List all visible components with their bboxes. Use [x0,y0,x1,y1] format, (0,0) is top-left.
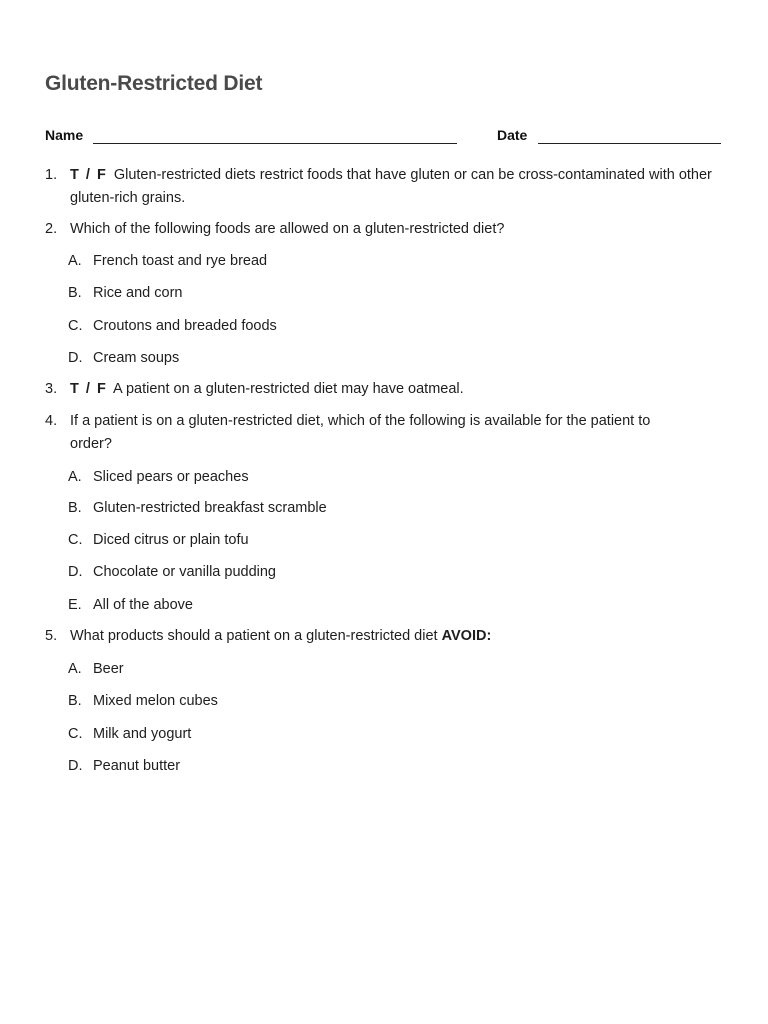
question-text: If a patient is on a gluten-restricted diet, which of the following is available for the patient to order? [70,413,651,452]
option-letter: A. [68,253,82,269]
option-text: Rice and corn [93,285,183,301]
option-letter: B. [68,285,82,301]
option-text: Milk and yogurt [93,726,192,742]
option-text: All of the above [93,597,193,613]
question-number: 4. [45,413,58,429]
option-letter: A. [68,469,82,485]
option-letter: D. [68,350,83,366]
question-number: 5. [45,628,58,644]
true-false-marker: T / F [70,167,106,183]
true-false-marker: T / F [70,381,106,397]
avoid-emphasis: AVOID: [441,628,492,644]
option-letter: B. [68,500,82,516]
question-text: Which of the following foods are allowed on a gluten-restricted diet? [70,221,505,237]
option-text: Gluten-restricted breakfast scramble [93,500,327,516]
option-text: Croutons and breaded foods [93,318,277,334]
question-number: 3. [45,381,58,397]
option-letter: E. [68,597,82,613]
option-text: French toast and rye bread [93,253,268,269]
option-letter: D. [68,564,83,580]
question-number: 2. [45,221,58,237]
option-text: Beer [93,661,124,677]
option-letter: B. [68,693,82,709]
question-number: 1. [45,167,58,183]
option-text: Diced citrus or plain tofu [93,532,249,548]
option-letter: C. [68,726,83,742]
option-text: Sliced pears or peaches [93,469,249,485]
option-text: Chocolate or vanilla pudding [93,564,276,580]
name-date-row [45,127,721,147]
option-letter: A. [68,661,82,677]
date-label: Date [497,127,528,143]
option-letter: C. [68,318,83,334]
option-letter: C. [68,532,83,548]
name-line[interactable] [93,143,457,144]
option-text: Mixed melon cubes [93,693,218,709]
option-letter: D. [68,758,83,774]
option-text: Peanut butter [93,758,181,774]
page-title: Gluten-Restricted Diet [45,72,263,95]
date-line[interactable] [538,143,721,144]
option-text: Cream soups [93,350,180,366]
name-label: Name [45,127,84,143]
question-text: A patient on a gluten-restricted diet may have oatmeal. [113,381,464,397]
question-text: What products should a patient on a gluten-restricted diet [70,628,438,644]
question-text: Gluten-restricted diets restrict foods that have gluten or can be cross-contaminated with other gluten-rich grains. [70,167,712,206]
